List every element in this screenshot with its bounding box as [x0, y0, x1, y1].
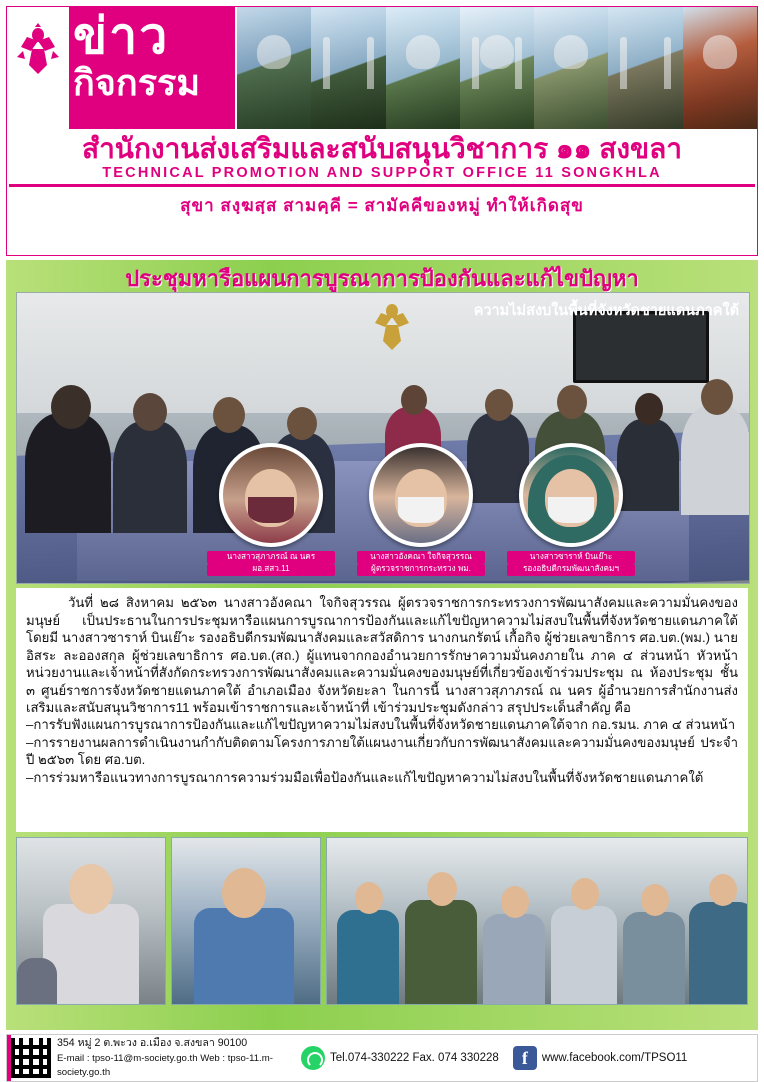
header-photo-4: [460, 7, 534, 129]
portrait-role: รองอธิบดีกรมพัฒนาสังคมฯ: [507, 564, 635, 576]
portrait-name: นางสาวสุภาภรณ์ ณ นคร: [207, 551, 335, 564]
header-photo-7: [683, 7, 757, 129]
article-title: ประชุมหารือแผนการบูรณาการป้องกันและแก้ไขปัญหา: [125, 266, 639, 291]
portrait-item: [207, 443, 335, 575]
footer-phone: [301, 1046, 687, 1070]
masthead-line2: กิจกรรม: [73, 62, 201, 103]
garuda-emblem-icon: [15, 23, 61, 75]
header-photo-1: [237, 7, 311, 129]
bottom-photo-1: [16, 837, 166, 1005]
portrait-item: [507, 443, 635, 575]
bottom-photo-3: [326, 837, 748, 1005]
page-header: [6, 6, 758, 256]
portrait-item: [357, 443, 485, 575]
portrait-photo: [369, 443, 473, 547]
photo-person: [25, 413, 111, 533]
footer-accent-bar: [7, 1035, 11, 1081]
page-footer: [6, 1034, 758, 1082]
header-banner: [7, 7, 757, 129]
logo-container: [7, 7, 69, 129]
footer-address-line: 354 หมู่ 2 ต.พะวง อ.เมือง จ.สงขลา 90100: [57, 1037, 248, 1050]
footer-address: [57, 1036, 297, 1079]
phone-icon: [301, 1046, 325, 1070]
portrait-role: ผู้ตรวจราชการกระทรวง พม.: [357, 564, 485, 576]
header-photo-3: [386, 7, 460, 129]
photo-person: [113, 421, 187, 533]
portrait-name: นางสาวซาราห์ บินเย๊าะ: [507, 551, 635, 564]
office-name-english: TECHNICAL PROMOTION AND SUPPORT OFFICE 11 SONGKHLA: [102, 165, 662, 182]
photo-person: [681, 405, 750, 515]
article-paragraph-4: –การร่วมหารือแนวทางการบูรณาการความร่วมมือเพื่อป้องกันและแก้ไขปัญหาความไม่สงบในพื้นที่จังหวัดชายแดนภาคใต้: [26, 769, 704, 785]
article-paragraph-1: วันที่ ๒๘ สิงหาคม ๒๕๖๓ นางสาวอังคณา ใจกิจสุวรรณ ผู้ตรวจราชการกระทรวงการพัฒนาสังคมและความมั่นคงของมนุษย์ เป็นประธานในการประชุมหารือแผนการบูรณาการป้องกันและแก้ไขปัญหาความไม่สงบในพื้นที่จังหวัดชายแดนภาคใต้ โดยมี นางสาวซาราห์ บินเย๊าะ รองอธิบดีกรมพัฒนาสังคมและสวัสดิการ นางกนกรัตน์ เกื้อกิจ ผู้ช่วยเลขาธิการ ศอ.บต.(พม.) นายอิสระ ละอองสกุล ผู้ช่วยเลขาธิการ ศอ.บต.(สถ.) ผู้แทนจากกองอำนวยการรักษาความมั่นคงภายใน ภาค ๔ ส่วนหน้า หัวหน้าหน่วยงานและเจ้าหน้าที่สังกัดกระทรวงการพัฒนาสังคมและความมั่นคงของมนุษย์ที่เกี่ยวข้องเข้าร่วมประชุม ณ ห้องประชุม ชั้น ๓ ศูนย์ราชการจังหวัดชายแดนภาคใต้ อำเภอเมือง จังหวัดยะลา ในการนี้ นางสาวสุภาภรณ์ ณ นคร ผู้อำนวยการสำนักงานส่งเสริมและสนับสนุนวิชาการ11 พร้อมเข้าราชการและเจ้าหน้าที่ เข้าร่วมประชุมดังกล่าว สรุปประเด็นสำคัญ คือ: [26, 595, 738, 715]
portrait-photo: [519, 443, 623, 547]
article-subtitle: ความไม่สงบในพื้นที่จังหวัดชายแดนภาคใต้: [473, 303, 739, 320]
portrait-role: ผอ.สสว.11: [207, 564, 335, 576]
bottom-photo-2: [171, 837, 321, 1005]
content-frame: [6, 260, 758, 1030]
portrait-name: นางสาวอังคณา ใจกิจสุวรรณ: [357, 551, 485, 564]
article-paragraph-3: –การรายงานผลการดำเนินงานกำกับติดตามโครงการภายใต้แผนงานเกี่ยวกับการพัฒนาสังคมและความมั่นคงของมนุษย์ ประจำปี ๒๕๖๓ โดย ศอ.บต.: [26, 734, 738, 768]
office-motto: สุขา สงฺฆสฺส สามคฺคี = สามัคคีของหมู่ ทำให้เกิดสุข: [180, 196, 584, 216]
article-paragraph-2: –การรับฟังแผนการบูรณาการป้องกันและแก้ไขปัญหาความไม่สงบในพื้นที่จังหวัดชายแดนภาคใต้จาก กอ.รมน. ภาค ๔ ส่วนหน้า: [26, 717, 736, 733]
header-photo-6: [608, 7, 682, 129]
header-photo-5: [534, 7, 608, 129]
footer-facebook-url[interactable]: www.facebook.com/TPSO11: [541, 1052, 688, 1064]
facebook-icon[interactable]: f: [513, 1046, 537, 1070]
article-body: [16, 588, 748, 832]
main-meeting-photo: [16, 292, 750, 584]
masthead-line1: ข่าว: [73, 8, 170, 64]
header-photo-2: [311, 7, 385, 129]
footer-phone-text: Tel.074-330222 Fax. 074 330228: [330, 1052, 499, 1064]
masthead-title: [69, 7, 235, 129]
office-name-thai: สำนักงานส่งเสริมและสนับสนุนวิชาการ ๑๑ สงขลา: [81, 133, 683, 164]
photo-garuda-emblem-icon: [369, 299, 415, 351]
bottom-photo-strip: [16, 837, 748, 1005]
portrait-photo: [219, 443, 323, 547]
footer-email-line: E-mail : tpso-11@m-society.go.th Web : tpso-11.m-society.go.th: [57, 1052, 273, 1078]
header-photo-strip: [235, 7, 757, 129]
qr-code-icon: [11, 1038, 51, 1078]
portrait-row: [207, 443, 635, 575]
